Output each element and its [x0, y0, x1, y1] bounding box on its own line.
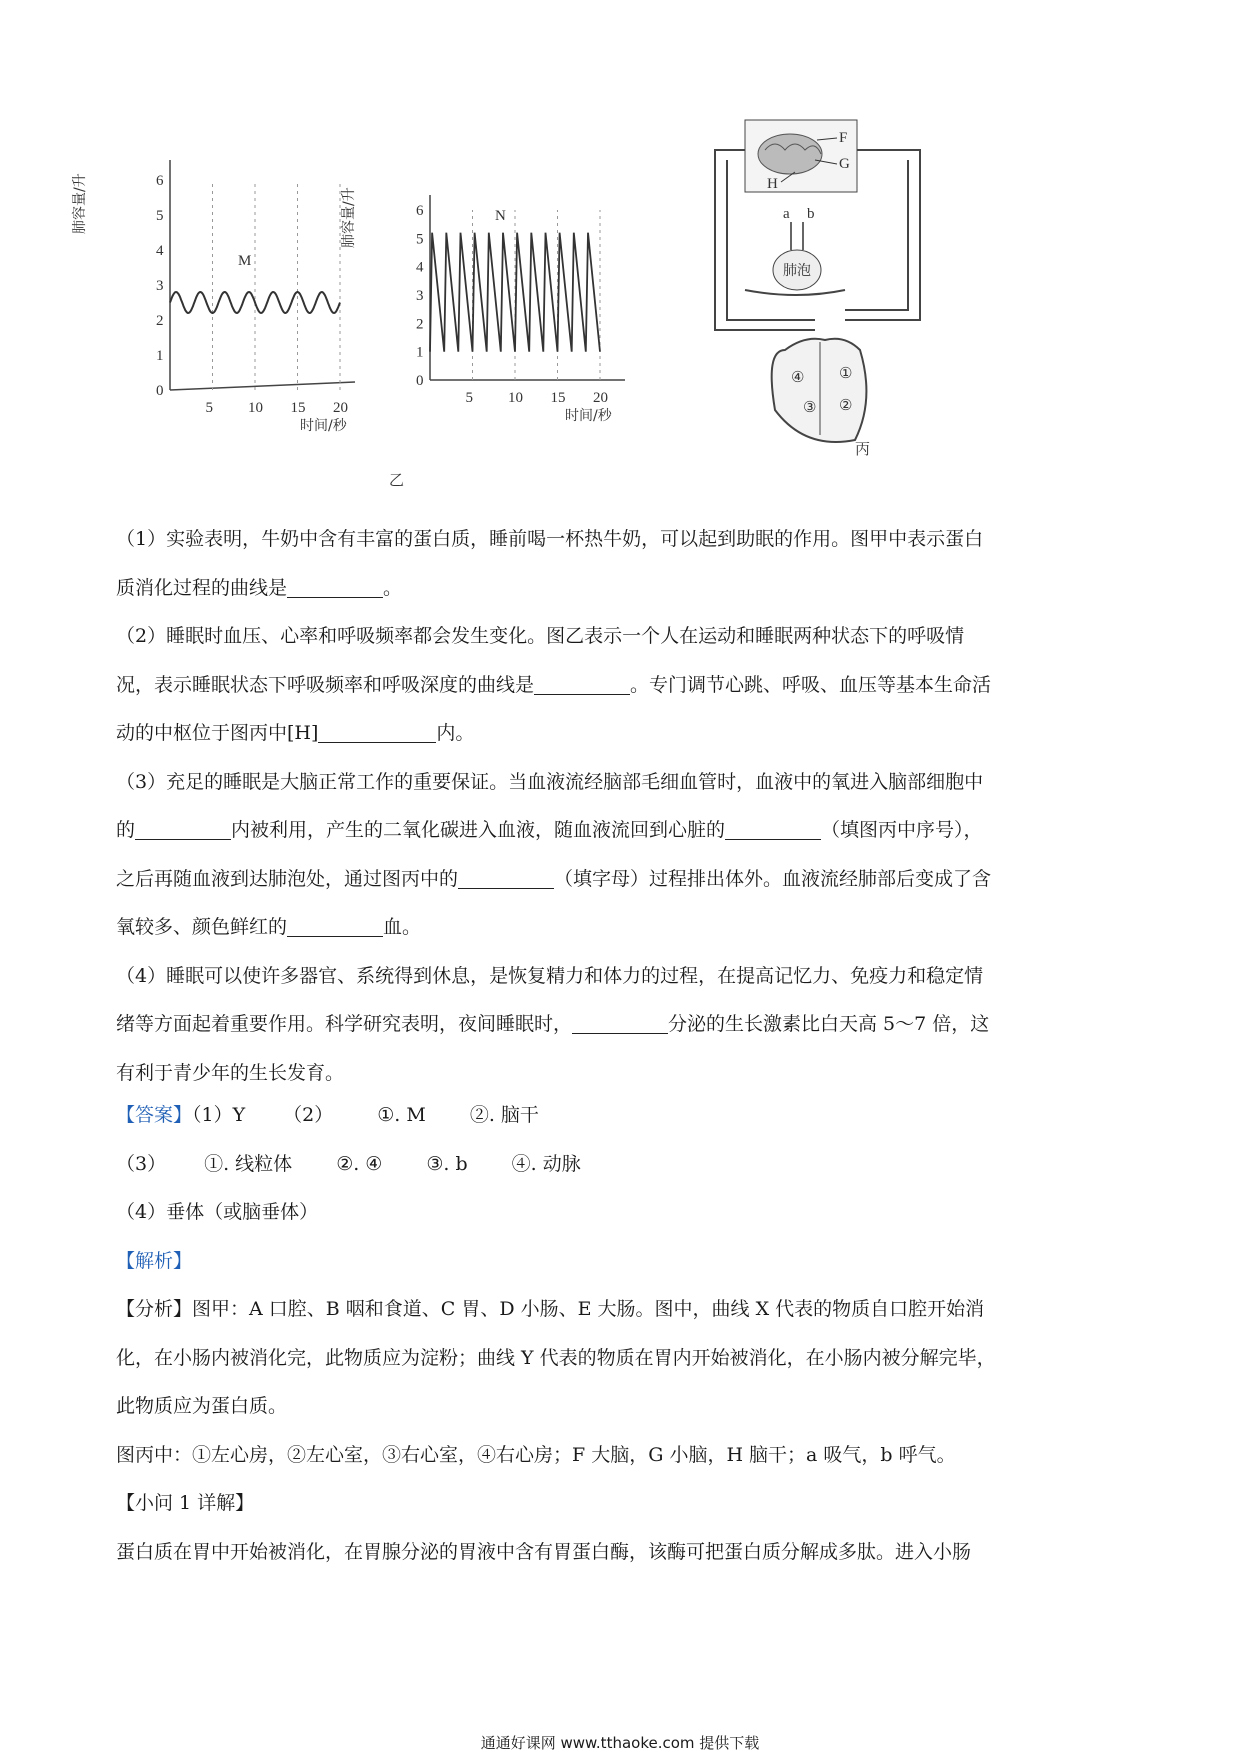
x-tick-label: 15 [550, 390, 566, 406]
y-tick-label: 1 [416, 344, 424, 361]
y-tick-label: 3 [416, 288, 424, 304]
x-tick-label: 10 [508, 390, 523, 406]
label-chamber-4: ④ [791, 370, 805, 386]
q1-line-1: （1）实验表明，牛奶中含有丰富的蛋白质，睡前喝一杯热牛奶，可以起到助眠的作用。图甲中表示蛋白 [116, 528, 984, 550]
answer-blank[interactable] [135, 817, 231, 840]
y-tick-label: 3 [156, 278, 164, 294]
y-axis-title: 肺容量/升 [341, 187, 357, 248]
y-tick-label: 6 [156, 173, 164, 189]
y-tick-label: 5 [416, 231, 424, 248]
q4-line-2: 绪等方面起着重要作用。科学研究表明，夜间睡眠时， 分泌的生长激素比白天高 5～7 倍，这 [116, 1013, 990, 1035]
x-tick-label: 5 [465, 390, 473, 406]
q4-line-1: （4）睡眠可以使许多器官、系统得到休息，是恢复精力和体力的过程，在提高记忆力、免疫力和稳定情 [116, 964, 984, 987]
label-chamber-3: ③ [803, 400, 817, 416]
y-tick-label: 1 [156, 348, 164, 364]
y-tick-label: 6 [416, 203, 424, 219]
fenxi-line-3: 此物质应为蛋白质。 [116, 1395, 288, 1417]
bing-line: 图丙中：①左心房，②左心室，③右心室，④右心房；F 大脑，G 小脑，H 脑干；a 吸气，b 呼气。 [116, 1443, 956, 1466]
brain-icon [758, 134, 822, 174]
answer-blank[interactable] [287, 914, 383, 937]
y-tick-label: 5 [156, 208, 164, 224]
y-tick-label: 0 [156, 383, 164, 399]
label-b: b [807, 206, 815, 222]
curve-label-n: N [495, 208, 506, 224]
figure-row [72, 120, 1000, 500]
label-a: a [783, 206, 790, 222]
x-tick-label: 15 [290, 400, 306, 416]
y-tick-label: 0 [416, 373, 424, 389]
fenxi-line-1: 【分析】图甲：A 口腔、B 咽和食道、C 胃、D 小肠、E 大肠。图中，曲线 X 代表的物质自口腔开始消 [116, 1298, 985, 1320]
y-tick-label: 4 [416, 259, 424, 276]
sub1-tag: 【小问 1 详解】 [116, 1492, 255, 1514]
q1-line-2: 质消化过程的曲线是 。 [116, 576, 403, 599]
circulation-diagram [705, 120, 995, 500]
q2-line-2: 况，表示睡眠状态下呼吸频率和呼吸深度的曲线是 。专门调节心跳、呼吸、血压等基本生命活 [116, 673, 992, 696]
answer-line-2: （3） ①. 线粒体 ②. ④ ③. b ④. 动脉 [116, 1152, 581, 1175]
figure-caption-bing: 丙 [855, 442, 871, 458]
answer-blank[interactable] [287, 575, 383, 598]
q2-line-1: （2）睡眠时血压、心率和呼吸频率都会发生变化。图乙表示一个人在运动和睡眠两种状态下的呼吸情 [116, 625, 965, 647]
chart-lung-volume-n [341, 120, 655, 500]
curve-label-m: M [238, 253, 252, 269]
x-tick-label: 5 [205, 400, 213, 416]
answer-line-3: （4）垂体（或脑垂体） [116, 1201, 319, 1223]
label-g: G [839, 156, 850, 172]
q3-line-4: 氧较多、颜色鲜红的 血。 [116, 916, 422, 938]
q3-line-2: 的 内被利用，产生的二氧化碳进入血液，随血液流回到心脏的 （填图丙中序号）， [116, 819, 983, 841]
label-chamber-2: ② [839, 398, 853, 414]
q3-line-3: 之后再随血液到达肺泡处，通过图丙中的 （填字母）过程排出体外。血液流经肺部后变成了含 [116, 867, 992, 890]
q4-line-3: 有利于青少年的生长发育。 [116, 1061, 345, 1084]
x-axis-title: 时间/秒 [565, 408, 612, 424]
series-n-line [430, 233, 600, 352]
heart [772, 339, 867, 442]
x-tick-label: 20 [593, 390, 608, 406]
label-f: F [839, 130, 848, 146]
q3-line-1: （3）充足的睡眠是大脑正常工作的重要保证。当血液流经脑部毛细血管时，血液中的氧进入脑部细胞中 [116, 770, 984, 793]
x-axis [170, 382, 355, 390]
sub1-line-1: 蛋白质在胃中开始被消化，在胃腺分泌的胃液中含有胃蛋白酶，该酶可把蛋白质分解成多肽。进入小肠 [116, 1540, 972, 1563]
answer-blank[interactable] [534, 672, 630, 695]
answer-blank[interactable] [572, 1011, 668, 1034]
label-chamber-1: ① [839, 366, 853, 382]
x-tick-label: 10 [248, 400, 263, 416]
series-m-line [170, 292, 340, 313]
y-tick-label: 4 [156, 243, 164, 259]
chart-lung-volume-m [72, 120, 380, 440]
answer-blank[interactable] [318, 720, 436, 743]
question-body [116, 515, 1124, 1576]
answer-tag: 【答案】 [116, 1104, 193, 1126]
y-tick-label: 2 [156, 313, 164, 329]
analysis-tag: 【解析】 [116, 1249, 193, 1272]
label-alveolus: 肺泡 [783, 263, 811, 279]
answer-line-1: 【答案】（1）Y （2） ①. M ②. 脑干 [116, 1104, 539, 1126]
answer-blank[interactable] [725, 817, 821, 840]
answer-blank[interactable] [458, 866, 554, 889]
figure-caption-yi: 乙 [389, 473, 405, 489]
x-axis-title: 时间/秒 [300, 418, 347, 434]
x-tick-label: 20 [333, 400, 348, 416]
y-axis-title: 肺容量/升 [72, 173, 88, 234]
footer: 通通好课网 www.tthaoke.com 提供下载 [480, 1734, 760, 1752]
y-tick-label: 2 [416, 316, 424, 333]
q2-line-3: 动的中枢位于图丙中[H] 内。 [116, 722, 475, 744]
label-h: H [767, 176, 778, 192]
fenxi-line-2: 化，在小肠内被消化完，此物质应为淀粉；曲线 Y 代表的物质在胃内开始被消化，在小肠内被分解完毕， [116, 1346, 996, 1369]
